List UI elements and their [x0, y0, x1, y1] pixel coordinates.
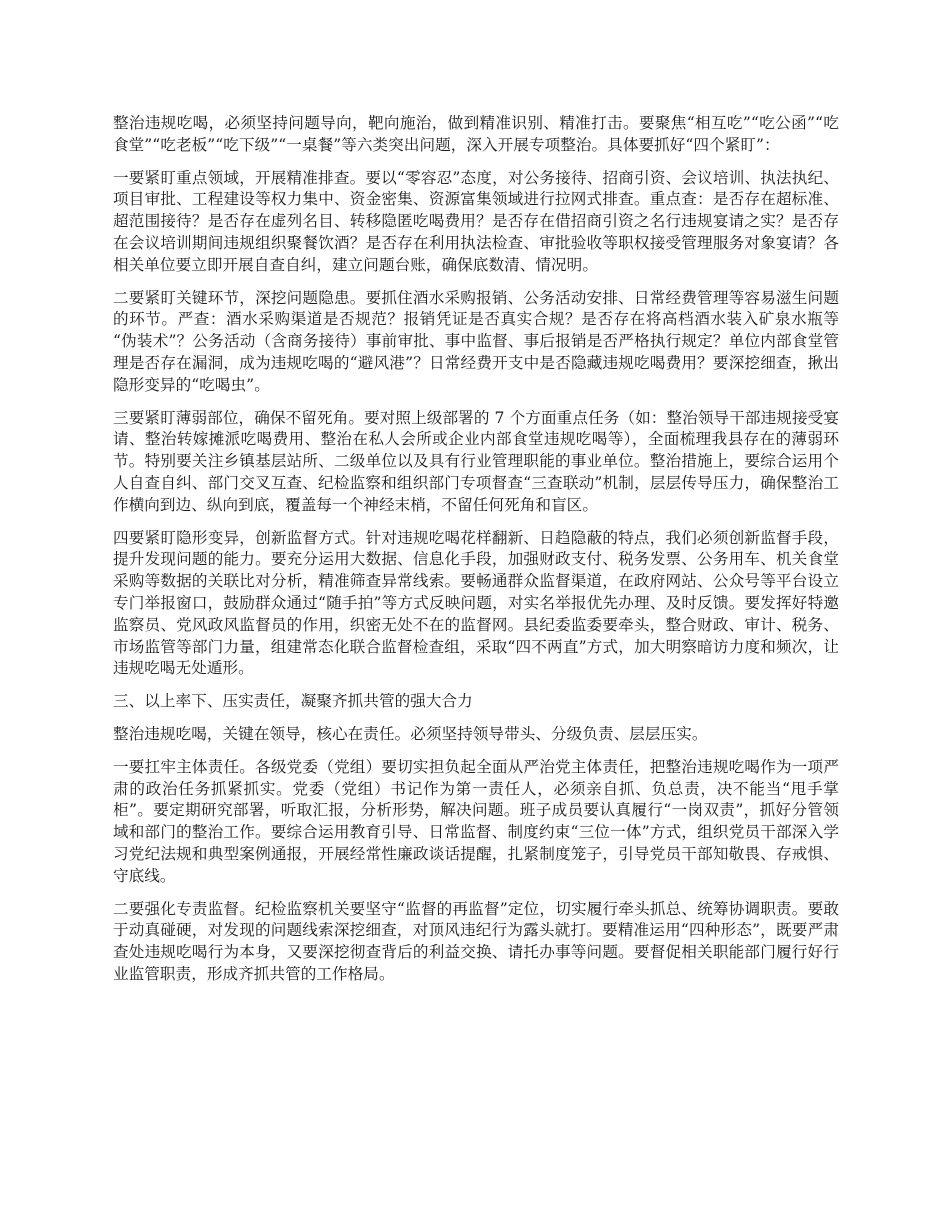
- body-paragraph: 整治违规吃喝，必须坚持问题导向，靶向施治，做到精准识别、精准打击。要聚焦“相互吃”“吃公函”“吃食堂”“吃老板”“吃下级”“一桌餐”等六类突出问题，深入开展专项整治。具体要抓好“四个紧盯”：: [113, 114, 839, 154]
- body-paragraph: 整治违规吃喝，关键在领导，核心在责任。必须坚持领导带头、分级负责、层层压实。: [113, 724, 708, 743]
- body-paragraph: 二要强化专责监督。纪检监察机关要坚守“监督的再监督”定位，切实履行牵头抓总、统筹协调职责。要敢于动真碰硬，对发现的问题线索深挖细查，对顶风违纪行为露头就打。要精准运用“四种形态”，既要严肃查处违规吃喝行为本身，又要深挖彻查背后的利益交换、请托办事等问题。要督促相关职能部门履行好行业监管职责，形成齐抓共管的工作格局。: [113, 899, 839, 983]
- body-paragraph: 四要紧盯隐形变异，创新监督方式。针对违规吃喝花样翻新、日趋隐蔽的特点，我们必须创新监督手段，提升发现问题的能力。要充分运用大数据、信息化手段，加强财政支付、税务发票、公务用车、机关食堂采购等数据的关联比对分析，精准筛查异常线索。要畅通群众监督渠道，在政府网站、公众号等平台设立专门举报窗口，鼓励群众通过“随手拍”等方式反映问题，对实名举报优先办理、及时反馈。要发挥好特邀监察员、党风政风监督员的作用，织密无处不在的监督网。县纪委监委要牵头，整合财政、审计、税务、市场监管等部门力量，组建常态化联合监督检查组，采取“四不两直”方式，加大明察暗访力度和频次，让违规吃喝无处遁形。: [113, 528, 839, 678]
- body-paragraph: 一要紧盯重点领域，开展精准排查。要以“零容忍”态度，对公务接待、招商引资、会议培训、执法执纪、项目审批、工程建设等权力集中、资金密集、资源富集领域进行拉网式排查。重点查：是否存在超标准、超范围接待？是否存在虚列名目、转移隐匿吃喝费用？是否存在借招商引资之名行违规宴请之实？是否存在会议培训期间违规组织聚餐饮酒？是否存在利用执法检查、审批验收等职权接受管理服务对象宴请？各相关单位要立即开展自查自纠，建立问题台账，确保底数清、情况明。: [113, 168, 839, 274]
- body-paragraph: 三要紧盯薄弱部位，确保不留死角。要对照上级部署的 7 个方面重点任务（如：整治领导干部违规接受宴请、整治转嫁摊派吃喝费用、整治在私人会所或企业内部食堂违规吃喝等），全面梳理我县存在的薄弱环节。特别要关注乡镇基层站所、二级单位以及具有行业管理职能的事业单位。整治措施上，要综合运用个人自查自纠、部门交叉互查、纪检监察和组织部门专项督查“三查联动”机制，层层传导压力，确保整治工作横向到边、纵向到底，覆盖每一个神经末梢，不留任何死角和盲区。: [113, 408, 839, 514]
- body-paragraph: 二要紧盯关键环节，深挖问题隐患。要抓住酒水采购报销、公务活动安排、日常经费管理等容易滋生问题的环节。严查：酒水采购渠道是否规范？报销凭证是否真实合规？是否存在将高档酒水装入矿泉水瓶等“伪装术”？公务活动（含商务接待）事前审批、事中监督、事后报销是否严格执行规定？单位内部食堂管理是否存在漏洞，成为违规吃喝的“避风港”？日常经费开支中是否隐藏违规吃喝费用？要深挖细查，揪出隐形变异的“吃喝虫”。: [113, 288, 839, 394]
- section-heading: 三、以上率下、压实责任，凝聚齐抓共管的强大合力: [113, 692, 473, 711]
- body-paragraph: 一要扛牢主体责任。各级党委（党组）要切实担负起全面从严治党主体责任，把整治违规吃喝作为一项严肃的政治任务抓紧抓实。党委（党组）书记作为第一责任人，必须亲自抓、负总责，决不能当“甩手掌柜”。要定期研究部署，听取汇报，分析形势，解决问题。班子成员要认真履行“一岗双责”，抓好分管领域和部门的整治工作。要综合运用教育引导、日常监督、制度约束“三位一体”方式，组织党员干部深入学习党纪法规和典型案例通报，开展经常性廉政谈话提醒，扎紧制度笼子，引导党员干部知敬畏、存戒惧、守底线。: [113, 757, 839, 885]
- document-body: [113, 113, 839, 986]
